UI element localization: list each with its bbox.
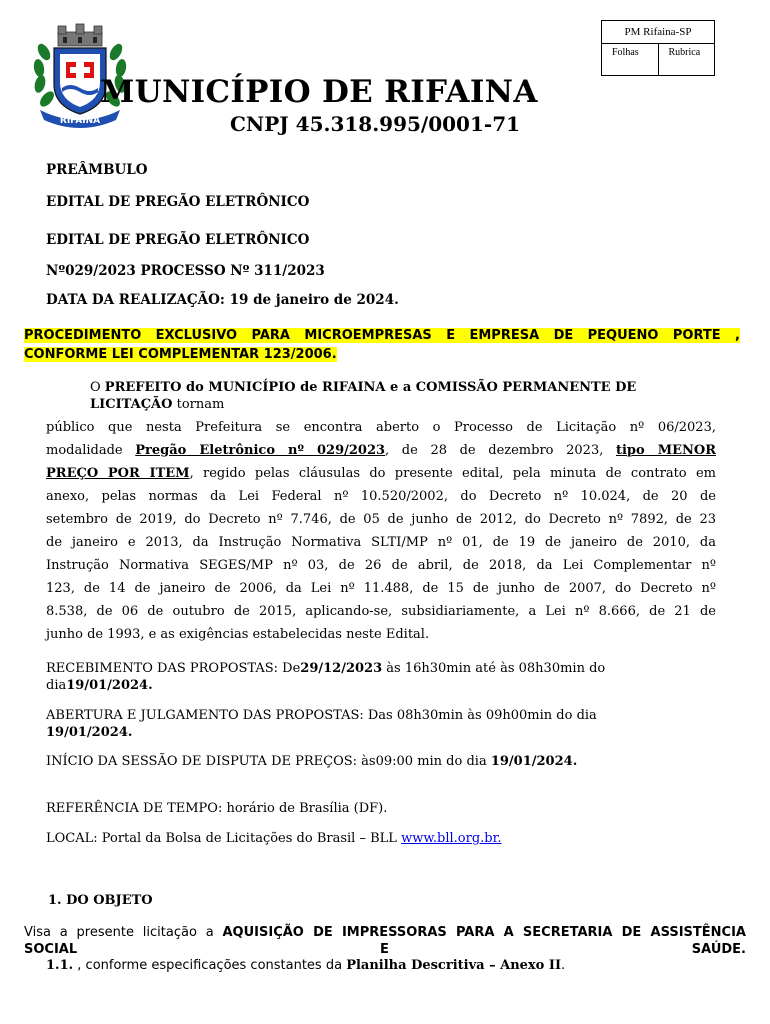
objeto-text: Visa a presente licitação a AQUISIÇÃO DE IMPRESSORAS PARA A SECRETARIA DE ASSISTÊNCIA SOCIAL E SAÚDE.: [24, 925, 746, 957]
body-line: de janeiro e 2013, da Instrução Normativa SLTI/MP nº 01, de 19 de janeiro de 2010, da: [46, 535, 716, 550]
body-line: PREÇO POR ITEM, regido pelas cláusulas do presente edital, pela minuta de contrato em: [46, 466, 716, 481]
page-stamp-box: [601, 20, 715, 76]
body-line: Instrução Normativa SEGES/MP nº 03, de 26 de abril, de 2018, da Lei Complementar nº: [46, 558, 716, 573]
page-title: MUNICÍPIO DE RIFAINA: [100, 74, 538, 110]
intro-o: O: [90, 380, 105, 395]
bll-link[interactable]: www.bll.org.br.: [401, 831, 502, 846]
modalidade-link: Pregão Eletrônico nº 029/2023: [135, 443, 386, 458]
heading-date: DATA DA REALIZAÇÃO: 19 de janeiro de 2024.: [46, 292, 399, 308]
tipo-label: tipo MENOR: [615, 443, 717, 458]
body-line: 8.538, de 06 de outubro de 2015, aplicando-se, subsidiariamente, a Lei nº 8.666, de 21 de: [46, 604, 716, 619]
heading-edital-2: EDITAL DE PREGÃO ELETRÔNICO: [46, 232, 310, 248]
objeto-item-1-1: 1.1. , conforme especificações constantes da Planilha Descritiva – Anexo II.: [46, 958, 566, 973]
crest-ribbon-text: RIFAINA: [59, 116, 101, 126]
heading-preambulo: PREÂMBULO: [46, 162, 148, 178]
body-line: público que nesta Prefeitura se encontra aberto o Processo de Licitação nº 06/2023,: [46, 420, 716, 435]
body-line: 123, de 14 de janeiro de 2006, da Lei nº 11.488, de 15 de junho de 2007, do Decreto nº: [46, 581, 716, 596]
abertura-julgamento: ABERTURA E JULGAMENTO DAS PROPOSTAS: Das 08h30min às 09h00min do dia 19/01/2024.: [46, 708, 597, 740]
highlight-notice: [24, 326, 740, 364]
intro-rest: tornam: [172, 397, 225, 412]
body-line: setembro de 2019, do Decreto nº 7.746, de 05 de junho de 2012, do Decreto nº 7892, de 23: [46, 512, 716, 527]
body-line: modalidade Pregão Eletrônico nº 029/2023, de 28 de dezembro 2023, tipo MENOR: [46, 443, 717, 458]
intro-bold: PREFEITO do MUNICÍPIO de RIFAINA e a COMISSÃO PERMANENTE DE LICITAÇÃO: [90, 380, 637, 412]
highlight-line-2: CONFORME LEI COMPLEMENTAR 123/2006.: [24, 347, 337, 362]
stamp-folhas: Folhas: [602, 44, 659, 75]
referencia-tempo: REFERÊNCIA DE TEMPO: horário de Brasília (DF).: [46, 801, 388, 816]
stamp-rubrica: Rubrica: [668, 47, 701, 58]
heading-process-number: Nº029/2023 PROCESSO Nº 311/2023: [46, 263, 325, 279]
section-objeto-heading: 1. DO OBJETO: [48, 893, 153, 908]
recebimento-propostas: RECEBIMENTO DAS PROPOSTAS: De29/12/2023 às 16h30min até às 08h30min do dia19/01/2024.: [46, 661, 606, 693]
inicio-sessao: INÍCIO DA SESSÃO DE DISPUTA DE PREÇOS: às09:00 min do dia 19/01/2024.: [46, 754, 578, 769]
body-line: anexo, pelas normas da Lei Federal nº 10.520/2002, do Decreto nº 10.024, de 20 de: [46, 489, 716, 504]
highlight-line-1: PROCEDIMENTO EXCLUSIVO PARA MICROEMPRESAS E EMPRESA DE PEQUENO PORTE ,: [24, 328, 740, 343]
cnpj: CNPJ 45.318.995/0001-71: [230, 112, 521, 136]
body-line: junho de 1993, e as exigências estabelecidas neste Edital.: [46, 627, 430, 642]
stamp-org: PM Rifaina-SP: [602, 21, 714, 44]
tipo-label-cont: PREÇO POR ITEM: [46, 466, 190, 481]
local: LOCAL: Portal da Bolsa de Licitações do Brasil – BLL www.bll.org.br.: [46, 831, 502, 846]
body-paragraph: [46, 416, 716, 646]
heading-edital: EDITAL DE PREGÃO ELETRÔNICO: [46, 194, 310, 210]
intro-paragraph: [90, 379, 718, 413]
